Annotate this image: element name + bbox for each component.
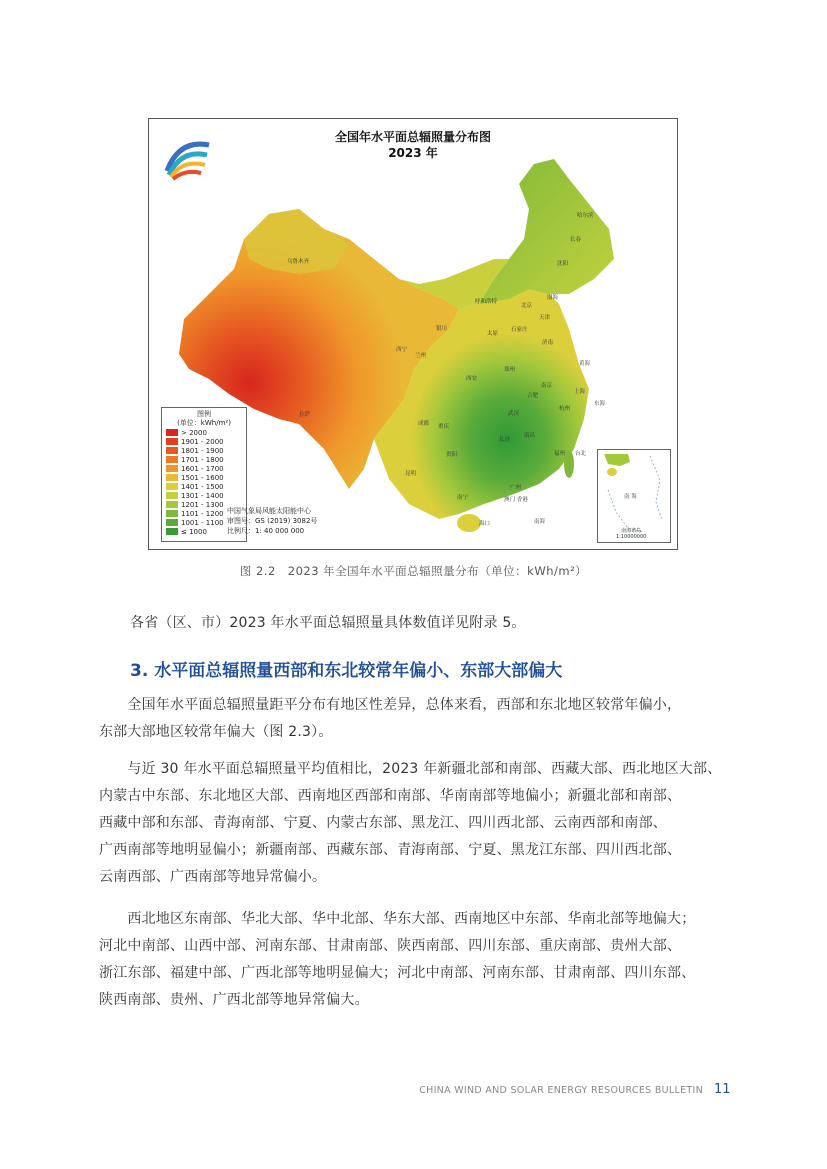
text-line: 陕西南部、贵州、广西北部等地异常偏大。 bbox=[99, 992, 369, 1008]
footer-title: CHINA WIND AND SOLAR ENERGY RESOURCES BULLETIN bbox=[419, 1085, 703, 1096]
text-line: 全国年水平面总辐照量距平分布有地区性差异，总体来看，西部和东北地区较常年偏小， bbox=[99, 697, 682, 713]
sea-label: 东海 bbox=[594, 401, 606, 407]
text-line: 西藏中部和东部、青海南部、宁夏、内蒙古东部、黑龙江、四川西北部、云南西部和南部、 bbox=[99, 815, 667, 831]
legend-row bbox=[166, 464, 242, 473]
sea-area bbox=[589, 369, 649, 449]
hainan-island bbox=[457, 514, 481, 532]
legend-label: ≤ 1000 bbox=[181, 527, 207, 536]
legend-title: 图例 bbox=[197, 410, 211, 418]
city-label: 兰州 bbox=[415, 353, 427, 359]
legend-swatch bbox=[166, 492, 178, 499]
legend-unit: (单位：kWh/m²) bbox=[177, 419, 231, 427]
text-line: 内蒙古中东部、东北地区大部、西南地区西部和南部、华南南部等地偏小；新疆北部和南部、 bbox=[99, 788, 682, 804]
south-china-sea-inset bbox=[597, 449, 671, 543]
city-label: 天津 bbox=[539, 315, 551, 321]
legend-label: 1101 - 1200 bbox=[181, 509, 224, 518]
city-label: 南宁 bbox=[457, 495, 469, 501]
legend-row bbox=[166, 437, 242, 446]
city-label: 长春 bbox=[570, 237, 582, 243]
legend-label: 1901 - 2000 bbox=[181, 437, 224, 446]
city-label: 哈尔滨 bbox=[577, 213, 594, 219]
legend-label: 1701 - 1800 bbox=[181, 455, 224, 464]
city-label: 福州 bbox=[554, 451, 566, 457]
map-credits bbox=[227, 506, 317, 536]
legend-swatch bbox=[166, 438, 178, 445]
city-label: 广州 bbox=[510, 485, 522, 491]
city-label: 重庆 bbox=[438, 424, 450, 430]
city-label: 太原 bbox=[487, 331, 499, 337]
city-label: 石家庄 bbox=[511, 327, 528, 333]
city-label: 沈阳 bbox=[557, 261, 569, 267]
legend-swatch bbox=[166, 483, 178, 490]
legend-row bbox=[166, 491, 242, 500]
map-title-line2: 2023 年 bbox=[388, 146, 438, 160]
inset-title: 南 海 bbox=[624, 494, 637, 500]
northeast-region bbox=[479, 159, 614, 304]
paragraph-appendix-note: 各省（区、市）2023 年水平面总辐照量具体数值详见附录 5。 bbox=[130, 615, 526, 631]
inset-note bbox=[616, 528, 646, 540]
paragraph-overview bbox=[99, 693, 739, 747]
legend-label: 1001 - 1100 bbox=[181, 518, 224, 527]
paragraph-above-normal bbox=[99, 907, 739, 1015]
legend-row bbox=[166, 428, 242, 437]
city-label: 乌鲁木齐 bbox=[287, 259, 310, 265]
legend-swatch bbox=[166, 465, 178, 472]
city-label: 长沙 bbox=[499, 437, 511, 443]
legend-row bbox=[166, 473, 242, 482]
inset-scale-text: 1:10000000 bbox=[616, 534, 647, 540]
sea-label: 渤海 bbox=[547, 295, 559, 301]
city-label: 海口 bbox=[479, 521, 491, 527]
text-line: 西北地区东南部、华北大部、华中北部、华东大部、西南地区中东部、华南北部等地偏大； bbox=[99, 911, 696, 927]
sea-label: 黄海 bbox=[579, 361, 591, 367]
city-label: 济南 bbox=[542, 340, 554, 346]
page-number: 11 bbox=[714, 1082, 731, 1097]
city-label: 西宁 bbox=[396, 347, 408, 353]
city-label: 郑州 bbox=[504, 367, 516, 373]
city-label: 银川 bbox=[436, 326, 448, 332]
paragraph-below-normal bbox=[99, 757, 739, 892]
city-label: 南京 bbox=[541, 383, 553, 389]
section-heading: 3. 水平面总辐照量西部和东北较常年偏小、东部大部偏大 bbox=[130, 661, 563, 681]
city-label: 成都 bbox=[418, 421, 430, 427]
text-line: 与近 30 年水平面总辐照量平均值相比，2023 年新疆北部和南部、西藏大部、西北地区大部、 bbox=[99, 761, 722, 777]
legend-label: > 2000 bbox=[181, 428, 207, 437]
text-line: 东部大部地区较常年偏大（图 2.3）。 bbox=[99, 724, 333, 740]
figure-caption: 图 2.2 2023 年全国年水平面总辐照量分布（单位：kWh/m²） bbox=[239, 564, 588, 578]
text-line: 云南西部、广西南部等地异常偏小。 bbox=[99, 869, 327, 885]
city-label: 南昌 bbox=[524, 433, 536, 439]
city-label: 昆明 bbox=[405, 471, 417, 477]
legend-swatch bbox=[166, 528, 178, 535]
legend-row bbox=[166, 455, 242, 464]
legend-label: 1301 - 1400 bbox=[181, 491, 224, 500]
text-line: 浙江东部、福建中部、广西北部等地明显偏大；河北中南部、河南东部、甘肃南部、四川东部、 bbox=[99, 965, 696, 981]
legend-label: 1401 - 1500 bbox=[181, 482, 224, 491]
map-title-line1: 全国年水平面总辐照量分布图 bbox=[334, 130, 491, 144]
city-label: 上海 bbox=[574, 389, 586, 395]
city-label: 台北 bbox=[575, 451, 587, 457]
legend-swatch bbox=[166, 510, 178, 517]
text-line: 河北中南部、山西中部、河南东部、甘肃南部、陕西南部、四川东部、重庆南部、贵州大部、 bbox=[99, 938, 682, 954]
credit-map-no: 审图号：GS (2019) 3082号 bbox=[227, 517, 318, 525]
city-label: 拉萨 bbox=[299, 412, 311, 418]
city-label: 澳门 香港 bbox=[504, 497, 528, 503]
taiwan-island bbox=[564, 450, 574, 478]
legend-swatch bbox=[166, 447, 178, 454]
legend-label: 1501 - 1600 bbox=[181, 473, 224, 482]
map-title bbox=[149, 129, 677, 161]
city-label: 呼和浩特 bbox=[475, 299, 498, 305]
legend-label: 1801 - 1900 bbox=[181, 446, 224, 455]
text-line: 广西南部等地明显偏小；新疆南部、西藏东部、青海南部、宁夏、黑龙江东部、四川西北部、 bbox=[99, 842, 682, 858]
city-label: 贵阳 bbox=[446, 452, 458, 458]
city-label: 合肥 bbox=[527, 393, 539, 399]
credit-scale: 比例尺：1: 40 000 000 bbox=[227, 527, 305, 535]
credit-org: 中国气象局风能太阳能中心 bbox=[227, 507, 311, 515]
legend-swatch bbox=[166, 429, 178, 436]
legend-swatch bbox=[166, 456, 178, 463]
legend-label: 1201 - 1300 bbox=[181, 500, 224, 509]
legend-swatch bbox=[166, 519, 178, 526]
city-label: 武汉 bbox=[508, 411, 520, 417]
legend-label: 1601 - 1700 bbox=[181, 464, 224, 473]
legend-row bbox=[166, 482, 242, 491]
sea-label: 南海 bbox=[534, 519, 546, 525]
legend-swatch bbox=[166, 474, 178, 481]
city-label: 北京 bbox=[521, 303, 533, 309]
inset-note-text: 南海诸岛 bbox=[621, 528, 642, 534]
map-figure bbox=[148, 118, 678, 550]
city-label: 杭州 bbox=[559, 406, 571, 412]
legend-swatch bbox=[166, 501, 178, 508]
city-label: 西安 bbox=[466, 376, 478, 382]
legend-row bbox=[166, 446, 242, 455]
